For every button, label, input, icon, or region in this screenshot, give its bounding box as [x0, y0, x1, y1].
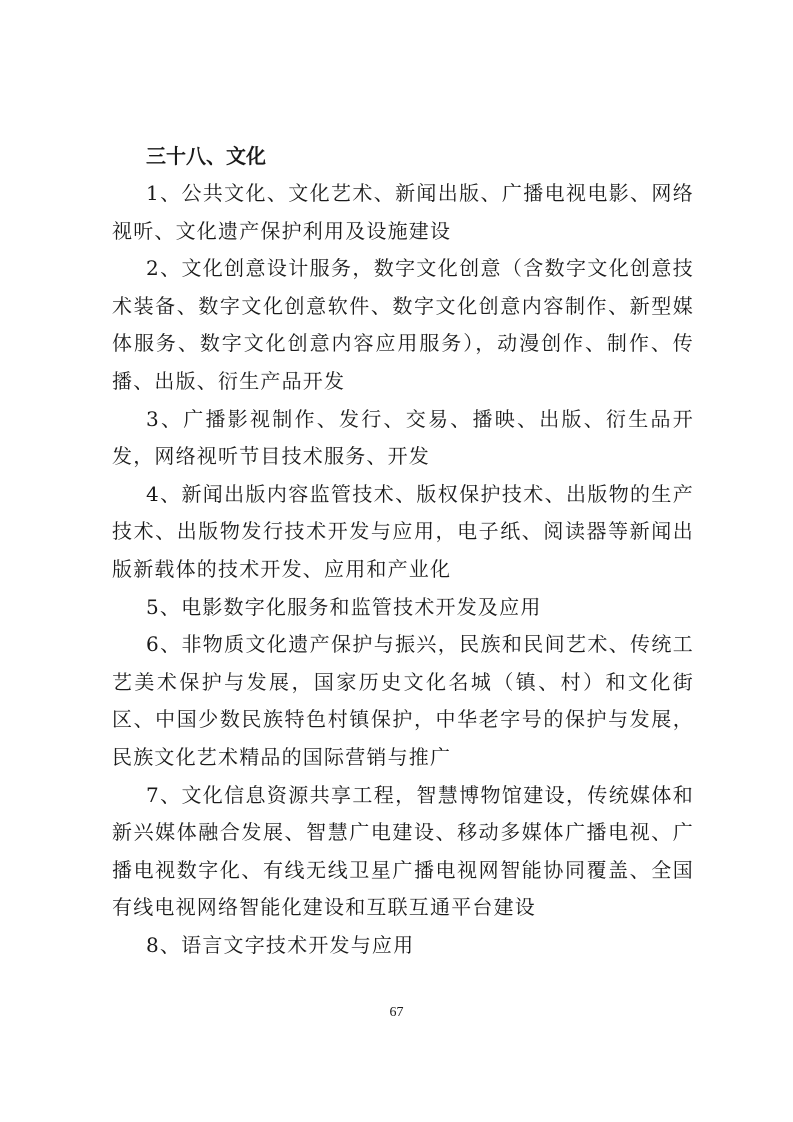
- list-item: 4、新闻出版内容监管技术、版权保护技术、出版物的生产技术、出版物发行技术开发与应用，电子纸、阅读器等新闻出版新载体的技术开发、应用和产业化: [112, 481, 694, 581]
- list-item: 3、广播影视制作、发行、交易、播映、出版、衍生品开发，网络视听节目技术服务、开发: [112, 406, 694, 469]
- list-item: 2、文化创意设计服务，数字文化创意（含数字文化创意技术装备、数字文化创意软件、数字文化创意内容制作、新型媒体服务、数字文化创意内容应用服务），动漫创作、制作、传播、出版、衍生产品开发: [112, 256, 694, 393]
- list-item: 1、公共文化、文化艺术、新闻出版、广播电视电影、网络视听、文化遗产保护利用及设施建设: [112, 181, 694, 243]
- section-heading: 三十八、文化: [146, 144, 266, 168]
- section-content: [112, 138, 694, 964]
- list-item: 8、语言文字技术开发与应用: [146, 932, 415, 957]
- list-item: 7、文化信息资源共享工程，智慧博物馆建设，传统媒体和新兴媒体融合发展、智慧广电建设、移动多媒体广播电视、广播电视数字化、有线无线卫星广播电视网智能协同覆盖、全国有线电视网络智能化建设和互联互通平台建设: [112, 782, 694, 920]
- list-item: 6、非物质文化遗产保护与振兴，民族和民间艺术、传统工艺美术保护与发展，国家历史文化名城（镇、村）和文化街区、中国少数民族特色村镇保护，中华老字号的保护与发展，民族文化艺术精品的国际营销与推广: [112, 632, 694, 769]
- page-number: 67: [389, 1005, 404, 1020]
- list-item: 5、电影数字化服务和监管技术开发及应用: [146, 594, 542, 619]
